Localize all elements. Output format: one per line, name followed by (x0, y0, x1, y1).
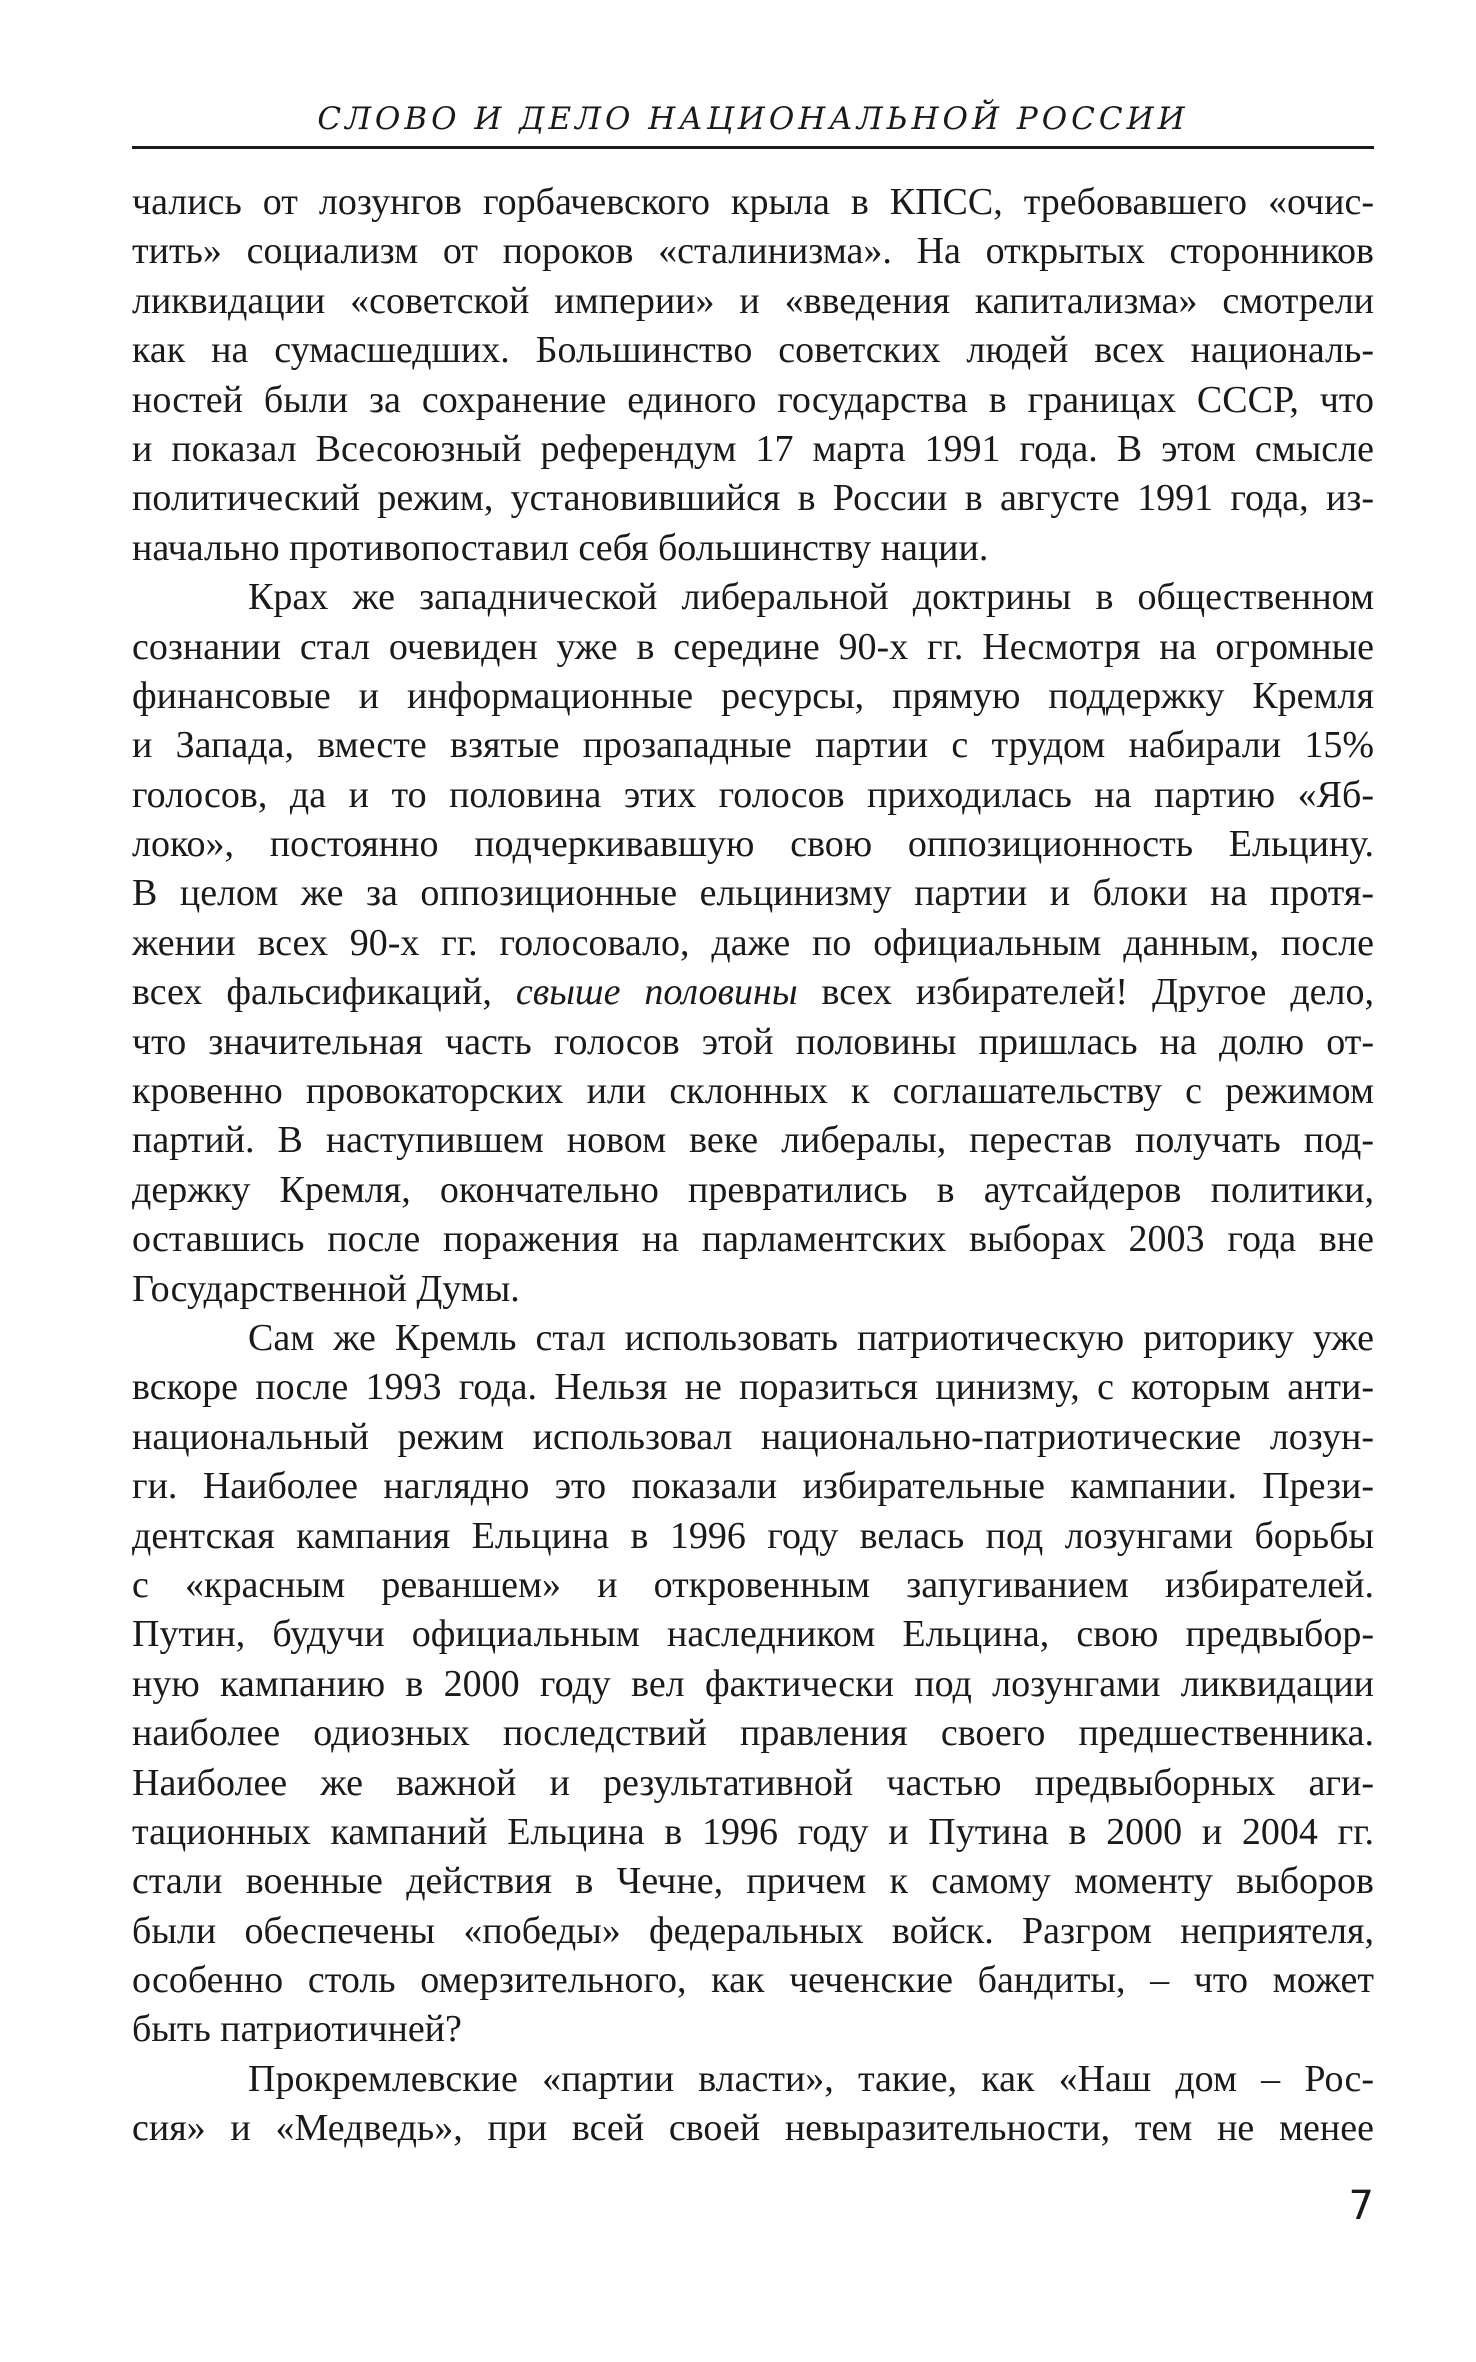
text-line: кровенно провокаторских или склонных к соглашательству с режимом (132, 1070, 1374, 1113)
text-line: и Запада, вместе взятые прозападные партии с трудом набирали 15% (132, 724, 1374, 767)
text-line: ностей были за сохранение единого государства в границах СССР, что (132, 378, 1374, 421)
text-line: финансовые и информационные ресурсы, прямую поддержку Кремля (132, 674, 1374, 717)
text-line: и показал Всесоюзный референдум 17 марта 1991 года. В этом смысле (132, 427, 1374, 470)
header-rule (132, 146, 1374, 149)
page-number: 7 (1348, 2183, 1374, 2229)
text-line: Путин, будучи официальным наследником Ельцина, свою предвыбор- (132, 1613, 1374, 1656)
text-line: стали военные действия в Чечне, причем к самому моменту выборов (132, 1860, 1374, 1903)
text-line: начально противопоставил себя большинству нации. (132, 526, 989, 569)
text-line: вскоре после 1993 года. Нельзя не поразиться цинизму, с которым анти- (132, 1366, 1374, 1409)
text-line: что значительная часть голосов этой половины пришлась на долю от- (132, 1020, 1374, 1063)
running-header: СЛОВО И ДЕЛО НАЦИОНАЛЬНОЙ РОССИИ (317, 101, 1189, 137)
text-line: Сам же Кремль стал использовать патриотическую риторику уже (248, 1316, 1374, 1359)
text-line: Крах же западнической либеральной доктрины в общественном (248, 576, 1374, 619)
text-line: Прокремлевские «партии власти», такие, как «Наш дом – Рос- (248, 2057, 1374, 2100)
text-line: тационных кампаний Ельцина в 1996 году и Путина в 2000 и 2004 гг. (132, 1810, 1374, 1853)
text-line: с «красным реваншем» и откровенным запугиванием избирателей. (132, 1563, 1374, 1606)
text-line: сознании стал очевиден уже в середине 90-х гг. Несмотря на огромные (132, 625, 1374, 668)
text-line: были обеспечены «победы» федеральных войск. Разгром неприятеля, (132, 1909, 1374, 1952)
text-line: В целом же за оппозиционные ельцинизму партии и блоки на протя- (132, 872, 1374, 915)
text-line: тить» социализм от пороков «сталинизма». На открытых сторонников (132, 230, 1374, 273)
body-text (132, 178, 1374, 2154)
text-line: чались от лозунгов горбачевского крыла в КПСС, требовавшего «очис- (132, 181, 1374, 223)
text-line: держку Кремля, окончательно превратились в аутсайдеров политики, (132, 1168, 1374, 1211)
text-line: особенно столь омерзительного, как чеченские бандиты, – что может (132, 1959, 1374, 2002)
text-line: оставшись после поражения на парламентских выборах 2003 года вне (132, 1218, 1374, 1261)
text-line: быть патриотичней? (132, 2008, 462, 2051)
text-line: жении всех 90-х гг. голосовало, даже по официальным данным, после (132, 921, 1374, 964)
text-line: партий. В наступившем новом веке либералы, перестав получать под- (132, 1119, 1374, 1162)
text-line: ги. Наиболее наглядно это показали избирательные кампании. Прези- (132, 1465, 1374, 1508)
text-line: Наиболее же важной и результативной частью предвыборных аги- (132, 1761, 1374, 1804)
text-line: локо», постоянно подчеркивавшую свою оппозиционность Ельцину. (132, 823, 1374, 866)
emphasis-text: свыше половины (515, 971, 798, 1014)
text-line: ную кампанию в 2000 году вел фактически под лозунгами ликвидации (132, 1662, 1374, 1705)
text-line: наиболее одиозных последствий правления своего предшественника. (132, 1712, 1374, 1755)
text-line: дентская кампания Ельцина в 1996 году велась под лозунгами борьбы (132, 1514, 1374, 1557)
text-line: сия» и «Медведь», при всей своей невыразительности, тем не менее (132, 2107, 1374, 2150)
text-line: национальный режим использовал национально-патриотические лозун- (132, 1415, 1374, 1458)
text-line: Государственной Думы. (132, 1267, 520, 1310)
text-line-with-emphasis (132, 968, 1374, 1017)
text-line: голосов, да и то половина этих голосов приходилась на партию «Яб- (132, 773, 1374, 816)
text-segment: всех фальсификаций, (132, 971, 516, 1014)
text-line: как на сумасшедших. Большинство советских людей всех националь- (132, 329, 1374, 372)
text-segment: всех избирателей! Другое дело, (797, 971, 1374, 1014)
text-line: ликвидации «советской империи» и «введения капитализма» смотрели (132, 279, 1374, 322)
text-line: политический режим, установившийся в России в августе 1991 года, из- (132, 477, 1374, 520)
